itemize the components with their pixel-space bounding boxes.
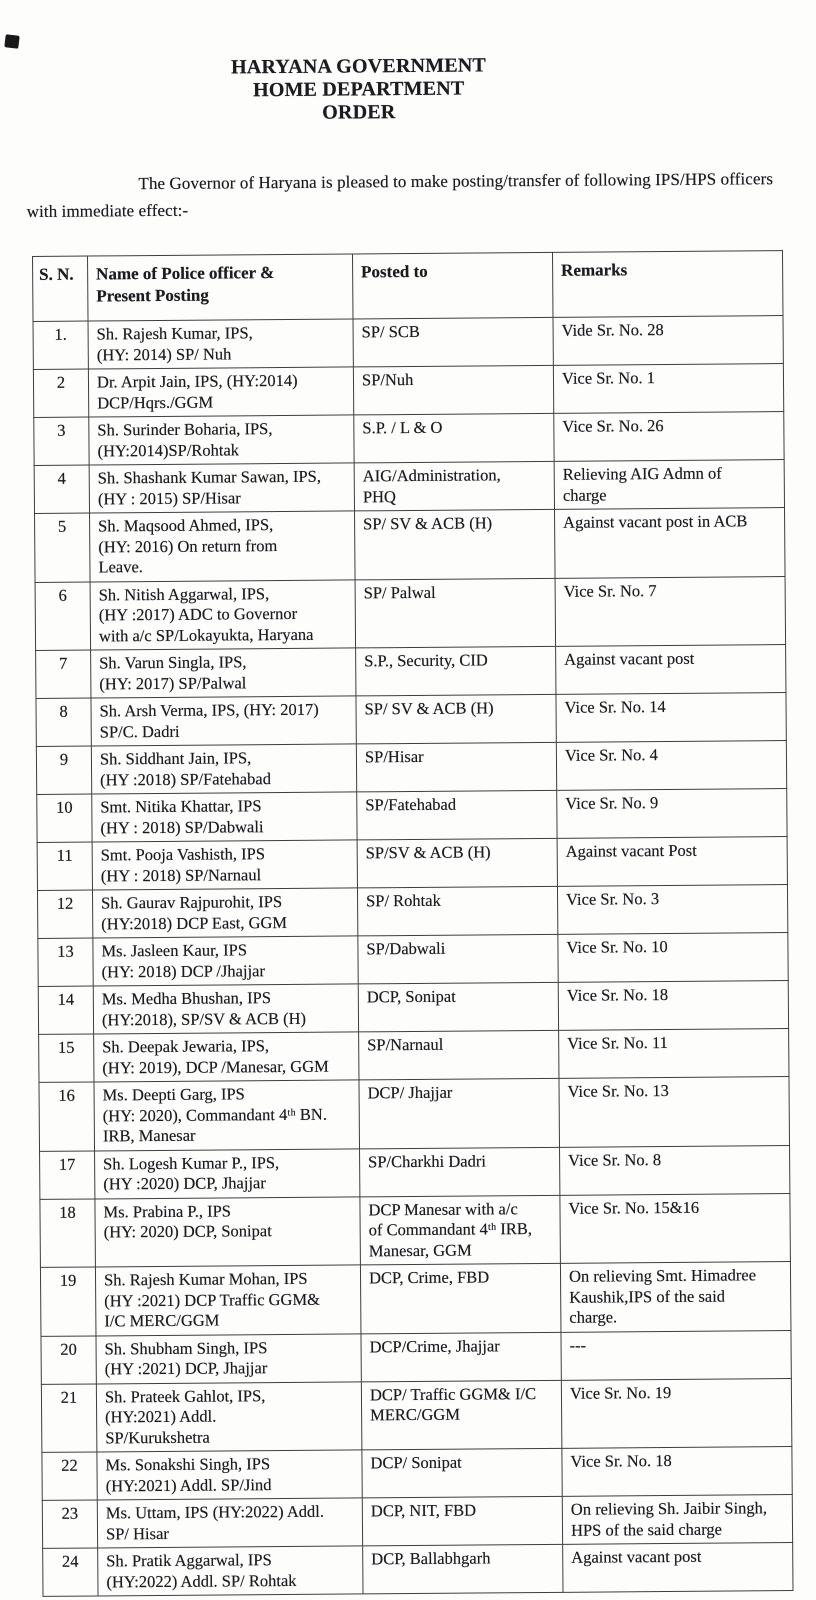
row-remarks: Vice Sr. No. 18 [558,981,788,1031]
document-title-block [0,0,717,127]
department-title: HOME DEPARTMENT [252,77,465,102]
row-officer-name-and-posting: Sh. Prateek Gahlot, IPS, (HY:2021) Addl. SP/Kurukshetra [96,1381,362,1452]
row-posted-to: SP/Hisar [356,742,556,792]
table-row [36,693,786,747]
row-posted-to: DCP/ Sonipat [362,1448,562,1498]
row-posted-to: DCP, NIT, FBD [362,1496,562,1546]
row-posted-to: SP/Nuh [353,365,553,415]
table-row [34,460,784,514]
table-row [36,741,786,795]
table-row [40,1145,790,1199]
row-posted-to: DCP, Crime, FBD [360,1263,561,1333]
row-officer-name-and-posting: Dr. Arpit Jain, IPS, (HY:2014) DCP/Hqrs./GGM [88,367,353,417]
row-serial-number: 22 [42,1452,97,1500]
row-posted-to: SP/SV & ACB (H) [357,838,557,888]
row-posted-to: SP/Fatehabad [357,790,557,840]
row-officer-name-and-posting: Sh. Gaurav Rajpurohit, IPS (HY:2018) DCP East, GGM [92,888,357,938]
posting-transfer-table [32,250,794,1597]
table-row [33,364,783,418]
column-header-remarks: Remarks [552,251,783,318]
row-officer-name-and-posting: Ms. Medha Bhushan, IPS (HY:2018), SP/SV & ACB (H) [93,984,358,1034]
row-officer-name-and-posting: Smt. Pooja Vashisth, IPS (HY : 2018) SP/Narnaul [92,840,357,890]
row-serial-number: 17 [40,1150,95,1198]
row-posted-to: SP/Dabwali [358,934,558,984]
row-officer-name-and-posting: Ms. Uttam, IPS (HY:2022) Addl. SP/ Hisar [97,1498,362,1548]
column-header-officer-name: Name of Police officer & Present Posting [88,254,354,321]
row-posted-to: DCP/Crime, Jhajjar [361,1332,561,1382]
intro-paragraph: The Governor of Haryana is pleased to make posting/transfer of following IPS/HPS officers with immediate effect:- [26,169,774,221]
column-header-posted-to: Posted to [352,252,553,319]
row-officer-name-and-posting: Sh. Rajesh Kumar Mohan, IPS (HY :2021) DCP Traffic GGM& I/C MERC/GGM [95,1265,361,1336]
row-remarks: Relieving AIG Admn of charge [554,460,784,510]
row-officer-name-and-posting: Sh. Shashank Kumar Sawan, IPS, (HY : 2015) SP/Hisar [89,463,354,513]
row-serial-number: 2 [33,369,88,417]
row-officer-name-and-posting: Ms. Jasleen Kaur, IPS (HY: 2018) DCP /Jhajjar [93,936,358,986]
row-serial-number: 6 [35,582,91,651]
row-remarks: Vice Sr. No. 11 [559,1029,789,1079]
row-remarks: On relieving Sh. Jaibir Singh, HPS of the said charge [562,1495,792,1545]
row-remarks: Vice Sr. No. 1 [553,364,783,414]
row-serial-number: 14 [38,986,93,1034]
table-row [36,645,786,699]
table-row [38,981,788,1035]
column-header-serial: S. N. [33,256,89,321]
row-serial-number: 20 [41,1335,96,1383]
row-remarks: Vice Sr. No. 18 [562,1447,792,1497]
table-row [37,789,787,843]
table-row [38,933,788,987]
table-row [42,1495,792,1549]
row-serial-number: 1. [33,321,88,369]
row-posted-to: DCP/ Jhajjar [359,1078,560,1148]
row-remarks: Against vacant post in ACB [555,508,786,578]
table-row [33,316,783,370]
table-row [41,1378,792,1452]
table-row [39,1077,790,1151]
row-serial-number: 21 [41,1383,97,1452]
table-row [35,508,786,582]
row-officer-name-and-posting: Sh. Varun Singla, IPS, (HY: 2017) SP/Palwal [91,648,356,698]
row-remarks: Vice Sr. No. 9 [557,789,787,839]
row-serial-number: 4 [34,465,89,513]
table-row [40,1262,791,1336]
table-row [43,1543,793,1597]
row-serial-number: 24 [43,1548,98,1596]
government-title: HARYANA GOVERNMENT [230,54,487,79]
row-officer-name-and-posting: Sh. Shubham Singh, IPS (HY :2021) DCP, Jhajjar [96,1333,361,1383]
row-remarks: Vice Sr. No. 4 [556,741,786,791]
row-remarks: Vice Sr. No. 13 [559,1077,790,1147]
row-officer-name-and-posting: Sh. Maqsood Ahmed, IPS, (HY: 2016) On return from Leave. [90,511,356,582]
row-officer-name-and-posting: Sh. Logesh Kumar P., IPS, (HY :2020) DCP, Jhajjar [95,1148,360,1198]
row-posted-to: SP/ SCB [353,317,553,367]
row-posted-to: DCP Manesar with a/c of Commandant 4ᵗʰ IRB, Manesar, GGM [360,1195,561,1265]
row-officer-name-and-posting: Ms. Sonakshi Singh, IPS (HY:2021) Addl. SP/Jind [97,1450,362,1500]
row-serial-number: 9 [36,746,91,794]
row-posted-to: AIG/Administration, PHQ [354,461,554,511]
row-posted-to: SP/Narnaul [359,1030,559,1080]
row-officer-name-and-posting: Sh. Rajesh Kumar, IPS, (HY: 2014) SP/ Nuh [88,319,353,369]
row-serial-number: 11 [37,842,92,890]
table-row [34,412,784,466]
row-remarks: On relieving Smt. Himadree Kaushik,IPS of the said charge. [560,1262,791,1332]
table-body [33,316,793,1597]
table-row [35,576,786,650]
row-serial-number: 5 [35,513,91,582]
row-posted-to: S.P., Security, CID [356,646,556,696]
row-posted-to: SP/ SV & ACB (H) [356,694,556,744]
row-posted-to: SP/ Rohtak [357,886,557,936]
row-serial-number: 12 [37,890,92,938]
row-officer-name-and-posting: Sh. Nitish Aggarwal, IPS, (HY :2017) ADC to Governor with a/c SP/Lokayukta, Haryana [90,579,356,650]
row-remarks: Against vacant post [563,1543,793,1593]
row-serial-number: 16 [39,1082,95,1151]
row-posted-to: SP/ Palwal [355,578,556,648]
row-remarks: Against vacant Post [557,837,787,887]
order-title: ORDER [322,101,396,124]
row-remarks: Vice Sr. No. 8 [560,1145,790,1195]
row-remarks: --- [561,1330,791,1380]
row-posted-to: DCP, Ballabhgarh [363,1544,563,1594]
table-row [37,837,787,891]
table-row [37,885,787,939]
row-serial-number: 18 [40,1198,96,1267]
row-officer-name-and-posting: Ms. Deepti Garg, IPS (HY: 2020), Commandant 4ᵗʰ BN. IRB, Manesar [94,1080,360,1151]
row-serial-number: 8 [36,698,91,746]
table-row [41,1330,791,1384]
row-serial-number: 3 [34,417,89,465]
row-officer-name-and-posting: Sh. Siddhant Jain, IPS, (HY :2018) SP/Fatehabad [91,744,356,794]
row-officer-name-and-posting: Sh. Deepak Jewaria, IPS, (HY: 2019), DCP /Manesar, GGM [94,1032,359,1082]
row-serial-number: 10 [37,794,92,842]
row-remarks: Vice Sr. No. 3 [557,885,787,935]
row-posted-to: SP/Charkhi Dadri [360,1147,560,1197]
row-serial-number: 19 [40,1267,96,1336]
row-serial-number: 23 [42,1500,97,1548]
row-officer-name-and-posting: Ms. Prabina P., IPS (HY: 2020) DCP, Sonipat [95,1196,361,1267]
row-remarks: Vice Sr. No. 10 [558,933,788,983]
row-posted-to: S.P. / L & O [354,413,554,463]
row-remarks: Vice Sr. No. 7 [555,576,786,646]
row-remarks: Vice Sr. No. 14 [556,693,786,743]
row-remarks: Vice Sr. No. 19 [561,1378,792,1448]
row-officer-name-and-posting: Sh. Arsh Verma, IPS, (HY: 2017) SP/C. Dadri [91,696,356,746]
row-officer-name-and-posting: Smt. Nitika Khattar, IPS (HY : 2018) SP/Dabwali [92,792,357,842]
row-remarks: Vide Sr. No. 28 [553,316,783,366]
table-row [42,1447,792,1501]
row-officer-name-and-posting: Sh. Surinder Boharia, IPS, (HY:2014)SP/Rohtak [89,415,354,465]
row-posted-to: DCP, Sonipat [358,982,558,1032]
row-serial-number: 15 [39,1034,94,1082]
table-row [40,1193,791,1267]
row-remarks: Vice Sr. No. 26 [554,412,784,462]
row-serial-number: 13 [38,938,93,986]
row-remarks: Vice Sr. No. 15&16 [560,1193,791,1263]
row-officer-name-and-posting: Sh. Pratik Aggarwal, IPS (HY:2022) Addl. SP/ Rohtak [98,1546,363,1596]
table-row [39,1029,789,1083]
row-posted-to: SP/ SV & ACB (H) [355,509,556,579]
row-serial-number: 7 [36,650,91,698]
row-posted-to: DCP/ Traffic GGM& I/C MERC/GGM [361,1380,562,1450]
row-remarks: Against vacant post [556,645,786,695]
table-header-row [33,251,783,322]
